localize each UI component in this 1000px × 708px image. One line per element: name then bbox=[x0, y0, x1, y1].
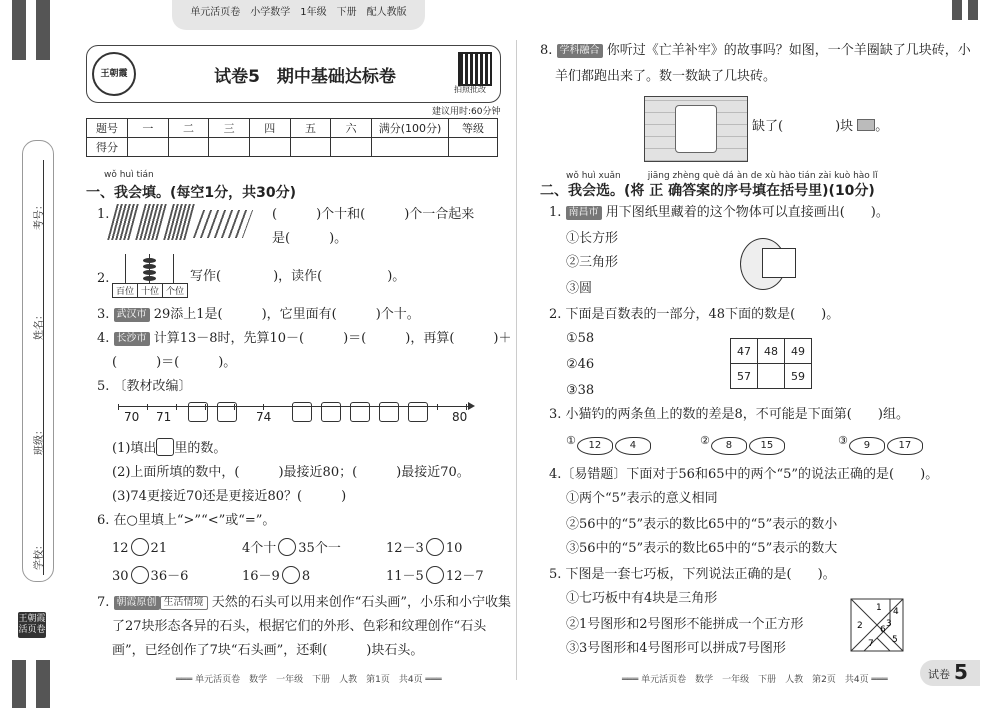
score-cell: 六 bbox=[331, 119, 372, 138]
q7-tag-original: 朝霞原创 bbox=[114, 596, 160, 610]
numberline-label: 74 bbox=[256, 410, 272, 424]
score-cell: 题号 bbox=[87, 119, 128, 138]
numberline-label: 71 bbox=[156, 410, 172, 424]
s3-text: 3. 小猫钓的两条鱼上的数的差是8，不可能是下面第( )组。 bbox=[549, 407, 909, 422]
q4-region-tag: 长沙市 bbox=[114, 332, 150, 346]
compare-circle[interactable] bbox=[131, 566, 149, 584]
s3-option-label: ② bbox=[700, 434, 710, 447]
compare-item[interactable] bbox=[386, 566, 484, 586]
goat-icon bbox=[675, 105, 717, 153]
paper-title: 试卷5 期中基础达标卷 bbox=[214, 67, 396, 87]
score-input-cell[interactable] bbox=[168, 138, 209, 157]
kaohao-label: 考号： bbox=[34, 200, 45, 230]
tangram-num: 6 bbox=[880, 625, 886, 635]
binding-rail-top-2 bbox=[36, 0, 50, 60]
hundred-chart-grid bbox=[730, 338, 812, 389]
q1-number: 1. bbox=[97, 207, 110, 222]
score-input-cell[interactable] bbox=[209, 138, 250, 157]
grid-cell: 57 bbox=[731, 364, 758, 389]
tangram-num: 5 bbox=[892, 635, 898, 645]
abacus-image bbox=[112, 252, 186, 298]
s5-option[interactable]: ①七巧板中有4块是三角形 bbox=[566, 591, 718, 606]
q4-text: 计算13－8时，先算10－( )＝( )，再算( )＋ bbox=[153, 331, 512, 346]
score-cell: 得分 bbox=[87, 138, 128, 157]
compare-circle[interactable] bbox=[426, 538, 444, 556]
fish-icon: 15 bbox=[749, 437, 785, 455]
s3-option[interactable] bbox=[566, 432, 652, 455]
q5-header bbox=[97, 378, 192, 396]
q1-text[interactable]: ( )个十和( )个一合起来 bbox=[272, 207, 475, 222]
numberline-blank[interactable] bbox=[321, 402, 341, 422]
binding-rail-bottom bbox=[12, 660, 26, 708]
q8-text-1: 你听过《亡羊补牢》的故事吗？如图，一个羊圈缺了几块砖，小 bbox=[606, 43, 971, 58]
q3-number: 3. bbox=[97, 307, 110, 322]
q7-tag-life: 生活情境 bbox=[160, 596, 208, 610]
q7-line1 bbox=[97, 594, 511, 612]
score-input-cell[interactable] bbox=[290, 138, 331, 157]
blank-box-icon bbox=[156, 438, 174, 456]
q5-3[interactable]: (3)74更接近70还是更接近80？( ) bbox=[112, 489, 347, 504]
q8-line1 bbox=[540, 42, 971, 60]
numberline-blank[interactable] bbox=[188, 402, 208, 422]
score-input-cell[interactable] bbox=[249, 138, 290, 157]
side-brand-name: 王朝霞 bbox=[18, 614, 46, 624]
compare-circle[interactable] bbox=[282, 566, 300, 584]
side-brand-sub: 活页卷 bbox=[18, 625, 46, 635]
q6-text: 6. 在○里填上“>”“<”或“=”。 bbox=[97, 513, 276, 528]
q7-text-2: 了27块形态各异的石头，根据它们的外形、色彩和纹理创作“石头 bbox=[112, 619, 487, 634]
time-hint: 建议用时:60分钟 bbox=[432, 107, 501, 117]
q3[interactable] bbox=[97, 306, 420, 324]
page-divider bbox=[516, 40, 517, 680]
tangram-image bbox=[850, 598, 904, 652]
score-cell: 等级 bbox=[449, 119, 498, 138]
compare-left: 12－3 bbox=[386, 541, 424, 556]
compare-right: 36－6 bbox=[150, 569, 189, 584]
grid-row bbox=[731, 364, 812, 389]
hidden-cylinder-image bbox=[740, 238, 796, 290]
score-input-cell[interactable] bbox=[128, 138, 169, 157]
compare-right: 21 bbox=[150, 541, 168, 556]
grid-row bbox=[731, 339, 812, 364]
score-value-row bbox=[87, 138, 498, 157]
s2-option[interactable]: ①58 bbox=[566, 331, 595, 346]
header-tab bbox=[172, 0, 425, 30]
tangram-num: 7 bbox=[868, 639, 874, 649]
fish-icon: 4 bbox=[615, 437, 651, 455]
q1-text-2[interactable]: 是( )。 bbox=[272, 231, 348, 246]
score-cell: 三 bbox=[209, 119, 250, 138]
info-write-line bbox=[43, 160, 45, 575]
binding-rail-top bbox=[12, 0, 26, 60]
compare-circle[interactable] bbox=[278, 538, 296, 556]
stick-bundles-image bbox=[112, 202, 252, 242]
compare-item[interactable] bbox=[386, 538, 462, 558]
compare-circle[interactable] bbox=[131, 538, 149, 556]
q7-number: 7. bbox=[97, 595, 110, 610]
abacus-label: 十位 bbox=[138, 284, 163, 297]
school-label: 学校： bbox=[34, 540, 45, 570]
s1-number: 1. bbox=[549, 205, 562, 220]
section1-pinyin: wǒ huì tián bbox=[104, 170, 154, 180]
brick-wall-image bbox=[644, 96, 748, 162]
q5-number: 5. bbox=[97, 379, 110, 394]
grid-cell: 47 bbox=[731, 339, 758, 364]
paper-badge-label: 试卷 bbox=[928, 668, 950, 681]
q7-text-3[interactable]: 画”，已经创作了7块“石头画”，还剩( )块石头。 bbox=[112, 643, 424, 658]
numberline-blank[interactable] bbox=[292, 402, 312, 422]
score-table bbox=[86, 118, 498, 157]
s5-option[interactable]: ③3号图形和4号图形可以拼成7号图形 bbox=[566, 641, 786, 656]
score-cell: 二 bbox=[168, 119, 209, 138]
s1[interactable] bbox=[549, 204, 889, 222]
fish-icon: 9 bbox=[849, 437, 885, 455]
binding-rail-right-top-2 bbox=[968, 0, 978, 20]
q4-number: 4. bbox=[97, 331, 110, 346]
numberline-blank[interactable] bbox=[379, 402, 399, 422]
tangram-num: 3 bbox=[886, 619, 892, 629]
abacus-labels bbox=[112, 283, 188, 298]
name-label: 姓名： bbox=[34, 310, 45, 340]
q8-answer[interactable]: 缺了( )块 。 bbox=[752, 119, 889, 134]
s2-option[interactable]: ③38 bbox=[566, 383, 595, 398]
tangram-num: 4 bbox=[893, 607, 899, 617]
s5-option[interactable]: ②1号图形和2号图形不能拼成一个正方形 bbox=[566, 617, 804, 632]
class-label: 班级： bbox=[34, 425, 45, 455]
numberline-label: 70 bbox=[124, 410, 140, 424]
s4-option[interactable]: ③56中的“5”表示的数比65中的“5”表示的数大 bbox=[566, 541, 838, 556]
compare-right: 35个一 bbox=[298, 541, 341, 556]
q4-text-2[interactable]: ( )＝( )。 bbox=[112, 355, 237, 370]
score-input-cell[interactable] bbox=[331, 138, 372, 157]
compare-left: 30 bbox=[112, 569, 129, 584]
s1-region-tag: 南昌市 bbox=[566, 206, 602, 220]
score-cell: 满分(100分) bbox=[372, 119, 449, 138]
abacus-label: 百位 bbox=[113, 284, 138, 297]
footer-right: ═══ 单元活页卷 数学 一年级 下册 人教 第2页 共4页 ═══ bbox=[622, 675, 888, 685]
tangram-num: 1 bbox=[876, 603, 882, 613]
binding-rail-right-top bbox=[952, 0, 962, 20]
compare-item[interactable] bbox=[242, 566, 310, 586]
paper-badge-number: 5 bbox=[954, 660, 968, 684]
s2-text: 2. 下面是百数表的一部分，48下面的数是( )。 bbox=[549, 307, 840, 322]
section2-title: 二、我会选。(将 正 确答案的序号填在括号里)(10分) bbox=[540, 183, 875, 199]
numberline-blank[interactable] bbox=[350, 402, 370, 422]
s3-option-label: ① bbox=[566, 434, 576, 447]
numberline-label: 80 bbox=[452, 410, 468, 424]
q5-1-text: (1)填出 bbox=[112, 441, 157, 456]
q5-1 bbox=[112, 438, 226, 458]
score-cell: 五 bbox=[290, 119, 331, 138]
compare-left: 4个十 bbox=[242, 541, 277, 556]
compare-left: 12 bbox=[112, 541, 129, 556]
s4-option[interactable]: ①两个“5”表示的意义相同 bbox=[566, 491, 718, 506]
s3-option[interactable] bbox=[838, 432, 924, 455]
score-input-cell[interactable] bbox=[449, 138, 498, 157]
grid-cell-blank bbox=[758, 364, 785, 389]
s3-option[interactable] bbox=[700, 432, 786, 455]
s1-option[interactable]: ③圆 bbox=[566, 281, 593, 296]
fish-icon: 17 bbox=[887, 437, 923, 455]
s4-text: 4.〔易错题〕下面对于56和65中的两个“5”的说法正确的是( )。 bbox=[549, 467, 939, 482]
q8-text-2: 羊们都跑出来了。数一数缺了几块砖。 bbox=[555, 69, 777, 84]
q3-text: 29添上1是( )，它里面有( )个十。 bbox=[153, 307, 420, 322]
compare-item[interactable] bbox=[242, 538, 341, 558]
score-input-cell[interactable] bbox=[372, 138, 449, 157]
q8-number: 8. bbox=[540, 43, 553, 58]
compare-left: 11－5 bbox=[386, 569, 424, 584]
q7-text-1: 天然的石头可以用来创作“石头画”，小乐和小宁收集 bbox=[211, 595, 511, 610]
score-cell: 一 bbox=[128, 119, 169, 138]
section1-title: 一、我会填。(每空1分，共30分) bbox=[86, 185, 297, 201]
compare-circle[interactable] bbox=[426, 566, 444, 584]
abacus-label: 个位 bbox=[165, 287, 184, 297]
s5-text: 5. 下图是一套七巧板，下列说法正确的是( )。 bbox=[549, 567, 836, 582]
q2-text[interactable]: 写作( )，读作( )。 bbox=[190, 269, 406, 284]
qr-caption: 拍照批改 bbox=[454, 85, 486, 94]
score-cell: 四 bbox=[249, 119, 290, 138]
q5-tag: 〔教材改编〕 bbox=[113, 379, 192, 394]
compare-right: 10 bbox=[445, 541, 463, 556]
compare-left: 16－9 bbox=[242, 569, 280, 584]
q5-1-text-2: 里的数。 bbox=[174, 441, 227, 456]
score-header-row bbox=[87, 119, 498, 138]
tangram-num: 2 bbox=[857, 621, 863, 631]
side-brand-badge bbox=[18, 612, 46, 638]
q3-region-tag: 武汉市 bbox=[114, 308, 150, 322]
s1-option[interactable]: ①长方形 bbox=[566, 231, 619, 246]
header-title: 单元活页卷 小学数学 1年级 下册 配人教版 bbox=[190, 7, 407, 18]
q4[interactable] bbox=[97, 330, 511, 348]
fish-icon: 12 bbox=[577, 437, 613, 455]
compare-right: 12－7 bbox=[445, 569, 484, 584]
s2-option[interactable]: ②46 bbox=[566, 357, 595, 372]
qr-code-icon[interactable] bbox=[458, 52, 492, 86]
s3-option-label: ③ bbox=[838, 434, 848, 447]
q8-tag: 学科融合 bbox=[557, 44, 603, 58]
q2-number: 2. bbox=[97, 271, 110, 286]
s1-option[interactable]: ②三角形 bbox=[566, 255, 619, 270]
q8-answer-text: 缺了( )块 bbox=[752, 119, 854, 134]
brick-icon bbox=[857, 119, 875, 131]
compare-right: 8 bbox=[301, 569, 311, 584]
fish-icon: 8 bbox=[711, 437, 747, 455]
numberline-blank[interactable] bbox=[217, 402, 237, 422]
brand-logo: 王朝霞 bbox=[92, 52, 136, 96]
s1-text: 用下图纸里藏着的这个物体可以直接画出( )。 bbox=[605, 205, 889, 220]
section2-pinyin: wǒ huì xuǎn jiāng zhèng què dá àn de xù hào tián zài kuò hào lǐ bbox=[566, 171, 878, 181]
grid-cell: 49 bbox=[785, 339, 812, 364]
grid-cell: 59 bbox=[785, 364, 812, 389]
compare-item[interactable] bbox=[112, 538, 167, 558]
s4-option[interactable]: ②56中的“5”表示的数比65中的“5”表示的数小 bbox=[566, 517, 838, 532]
paper-badge bbox=[920, 660, 980, 686]
number-line bbox=[118, 404, 478, 424]
numberline-blank[interactable] bbox=[408, 402, 428, 422]
grid-cell: 48 bbox=[758, 339, 785, 364]
q5-2[interactable]: (2)上面所填的数中，( )最接近80；( )最接近70。 bbox=[112, 465, 470, 480]
compare-item[interactable] bbox=[112, 566, 188, 586]
binding-rail-bottom-2 bbox=[36, 660, 50, 708]
footer-left: ═══ 单元活页卷 数学 一年级 下册 人教 第1页 共4页 ═══ bbox=[176, 675, 442, 685]
